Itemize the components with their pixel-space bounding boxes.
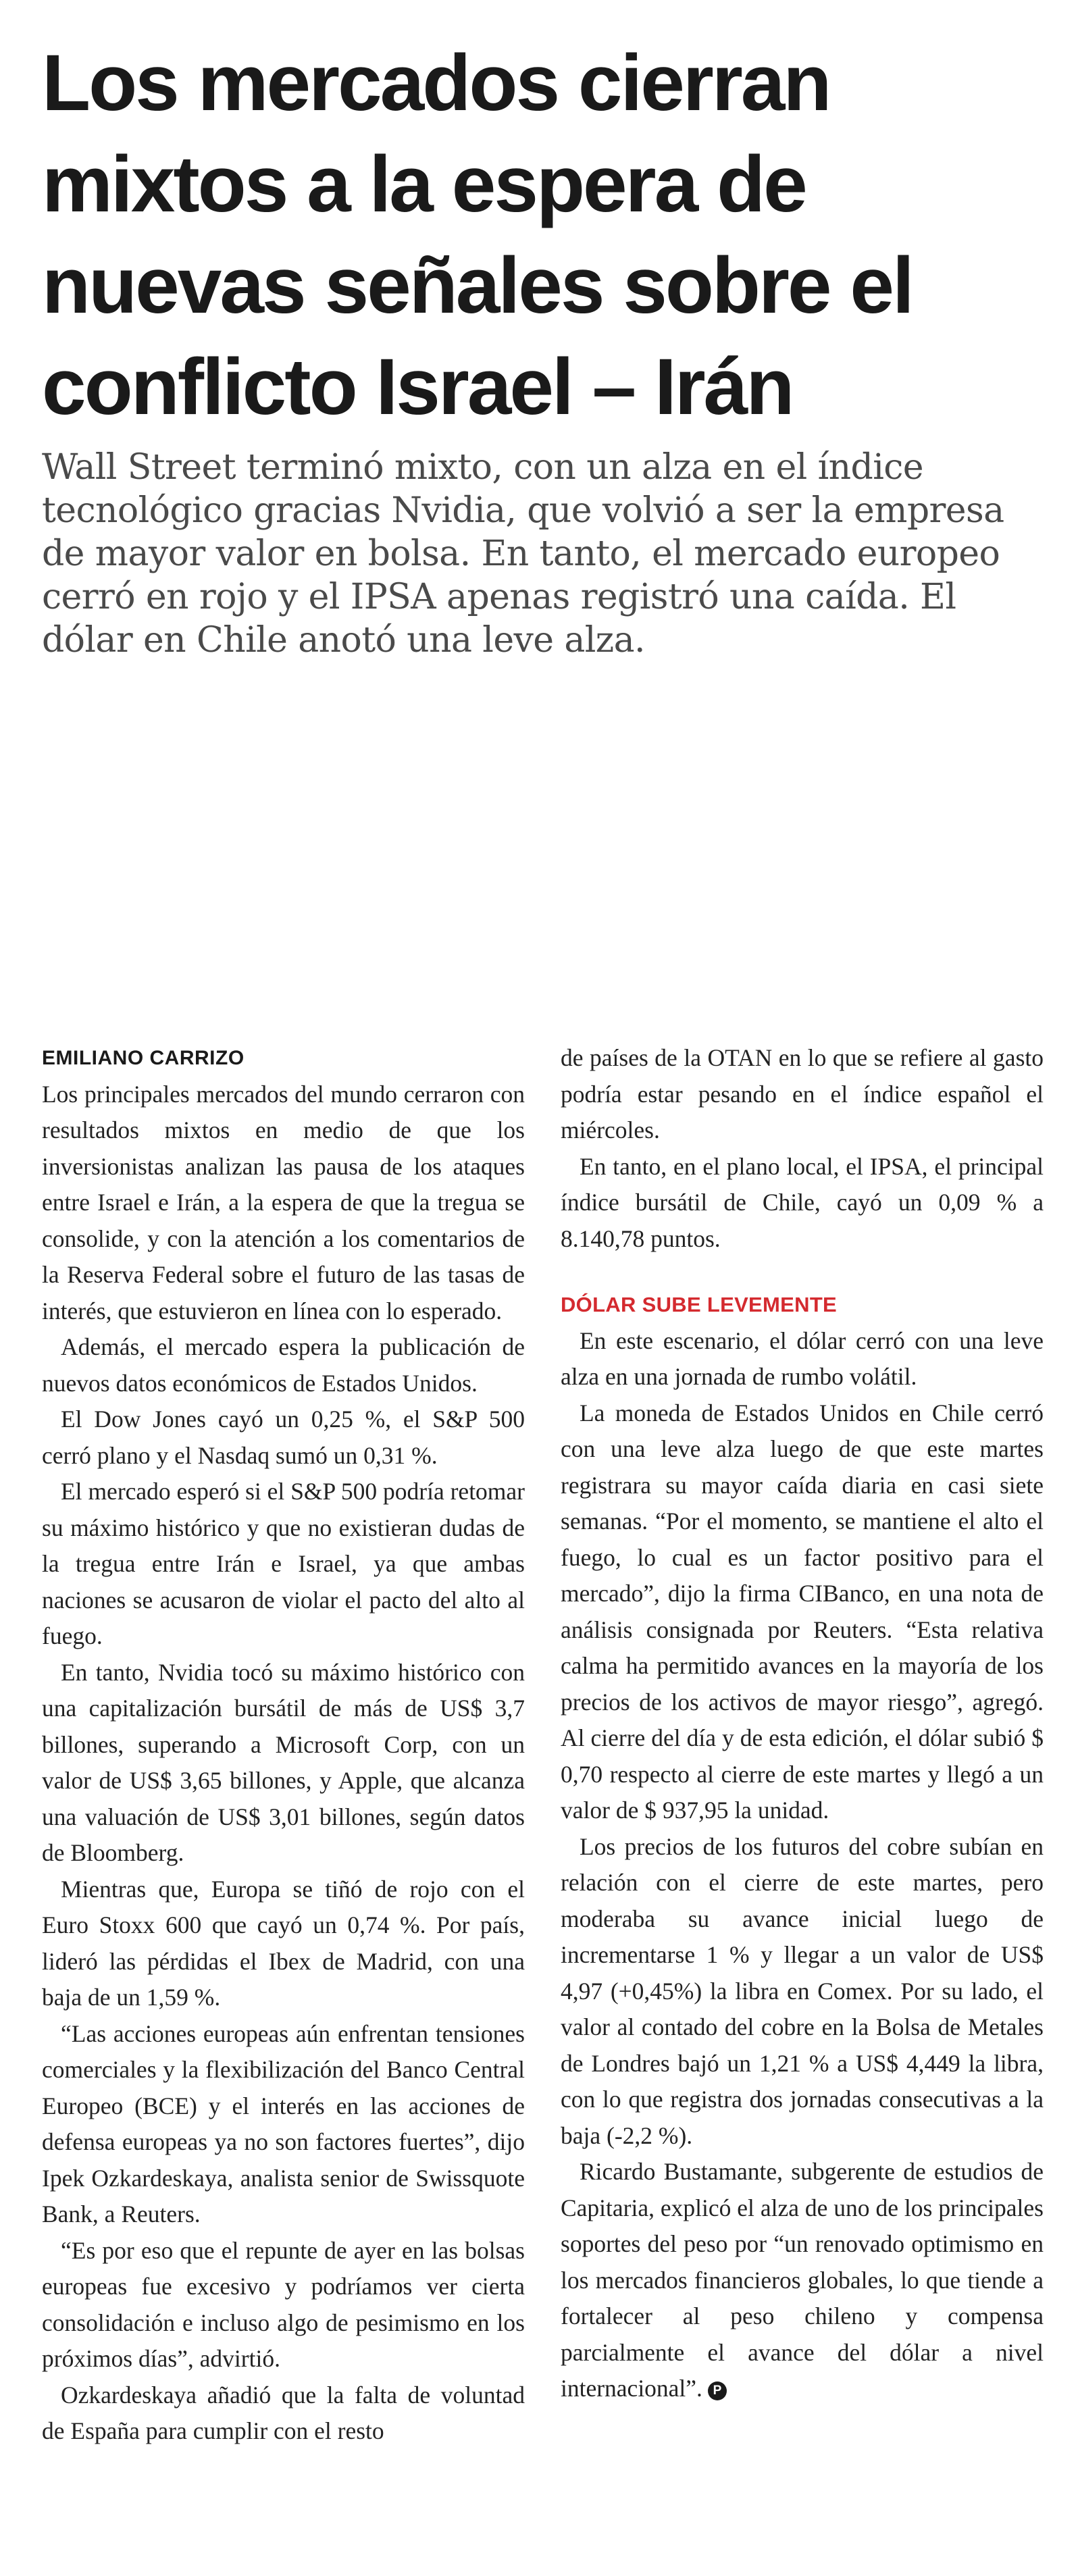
headline [42, 32, 1042, 438]
left-column [42, 1040, 525, 2450]
right-column [561, 1040, 1044, 2407]
body-paragraph: El Dow Jones cayó un 0,25 %, el S&P 500 cerró plano y el Nasdaq sumó un 0,31 %. [42, 1406, 525, 1469]
lead-paragraph [42, 446, 1035, 662]
body-paragraph: El mercado esperó si el S&P 500 podría retomar su máximo histórico y que no existieran dudas de la tregua entre Irán e Israel, ya que ambas naciones se acusaron de violar el pacto del alto al fuego. [42, 1478, 525, 1649]
body-paragraph: “Es por eso que el repunte de ayer en las bolsas europeas fue excesivo y podríamos ver cierta consolidación e incluso algo de pesimismo en los próximos días”, advirtió. [42, 2236, 525, 2372]
headline-line: conflicto Israel – Irán [42, 342, 793, 432]
body-paragraph: Además, el mercado espera la publicación de nuevos datos económicos de Estados Unidos. [42, 1333, 525, 1397]
lead-line: de mayor valor en bolsa. En tanto, el mercado europeo [42, 534, 1000, 574]
headline-line: nuevas señales sobre el [42, 241, 913, 330]
body-paragraph: “Las acciones europeas aún enfrentan tensiones comerciales y la flexibilización del Banco Central Europeo (BCE) y el interés en las acciones de defensa europeas ya no son factores fuertes”, dijo Ipek Ozkardeskaya, analista senior de Swissquote Bank, a Reuters. [42, 2019, 525, 2227]
body-paragraph: de países de la OTAN en lo que se refiere al gasto podría estar pesando en el índice español el miércoles. [561, 1044, 1044, 1143]
headline-line: Los mercados cierran [42, 38, 830, 128]
end-mark-icon: P [708, 2381, 727, 2400]
body-paragraph: Los precios de los futuros del cobre subían en relación con el cierre de este martes, pero moderaba su avance inicial luego de incrementarse 1 % y llegar a un valor de US$ 4,97 (+0,45%) la libra en Comex. Por su lado, el valor al contado del cobre en la Bolsa de Metales de Londres bajó un 1,21 % a US$ 4,449 la libra, con lo que registra dos jornadas consecutivas a la baja (-2,2 %). [561, 1832, 1044, 2149]
section-subheading: DÓLAR SUBE LEVEMENTE [561, 1293, 838, 1316]
body-paragraph: En tanto, en el plano local, el IPSA, el principal índice bursátil de Chile, cayó un 0,09 % a 8.140,78 puntos. [561, 1152, 1044, 1252]
body-paragraph-text: Ricardo Bustamante, subgerente de estudios de Capitaria, explicó el alza de uno de los principales soportes del peso por “un renovado optimismo en los mercados financieros globales, lo que tiende a fortalecer al peso chileno y compensa parcialmente el avance del dólar a nivel internacional”. [561, 2158, 1044, 2402]
author-byline: EMILIANO CARRIZO [42, 1047, 245, 1069]
lead-line: cerró en rojo y el IPSA apenas registró una caída. El [42, 577, 956, 617]
body-paragraph: En tanto, Nvidia tocó su máximo histórico con una capitalización bursátil de más de US$ 3,7 billones, superando a Microsoft Corp, con un valor de US$ 3,65 billones, y Apple, que alcanza una valuación de US$ 3,01 billones, según datos de Bloomberg. [42, 1658, 525, 1866]
body-paragraph: En este escenario, el dólar cerró con una leve alza en una jornada de rumbo volátil. [561, 1326, 1044, 1390]
lead-line: dólar en Chile anotó una leve alza. [42, 620, 645, 661]
body-paragraph: La moneda de Estados Unidos en Chile cerró con una leve alza luego de que este martes registrara su mayor caída diaria en casi siete semanas. “Por el momento, se mantiene el alto el fuego, lo cual es un factor positivo para el mercado”, dijo la firma CIBanco, en una nota de análisis consignada por Reuters. “Esta relativa calma ha permitido avances en la mayoría de los precios de los activos de mayor riesgo”, agregó. Al cierre del día y de esta edición, el dólar subió $ 0,70 respecto al cierre de este martes y llegó a un valor de $ 937,95 la unidad. [561, 1399, 1044, 1824]
lead-line: tecnológico gracias Nvidia, que volvió a ser la empresa [42, 490, 1004, 531]
lead-line: Wall Street terminó mixto, con un alza en el índice [42, 447, 923, 488]
body-paragraph: Ozkardeskaya añadió que la falta de voluntad de España para cumplir con el resto [42, 2381, 525, 2444]
body-paragraph: Los principales mercados del mundo cerraron con resultados mixtos en medio de que los inversionistas analizan las pausa de los ataques entre Israel e Irán, a la espera de que la tregua se consolide, y con la atención a los comentarios de la Reserva Federal sobre el futuro de las tasas de interés, que estuvieron en línea con lo esperado. [42, 1080, 525, 1324]
headline-line: mixtos a la espera de [42, 140, 806, 229]
body-paragraph-last [561, 2154, 1044, 2407]
body-paragraph: Mientras que, Europa se tiñó de rojo con el Euro Stoxx 600 que cayó un 0,74 %. Por país, lideró las pérdidas el Ibex de Madrid, con una baja de un 1,59 %. [42, 1875, 525, 2011]
